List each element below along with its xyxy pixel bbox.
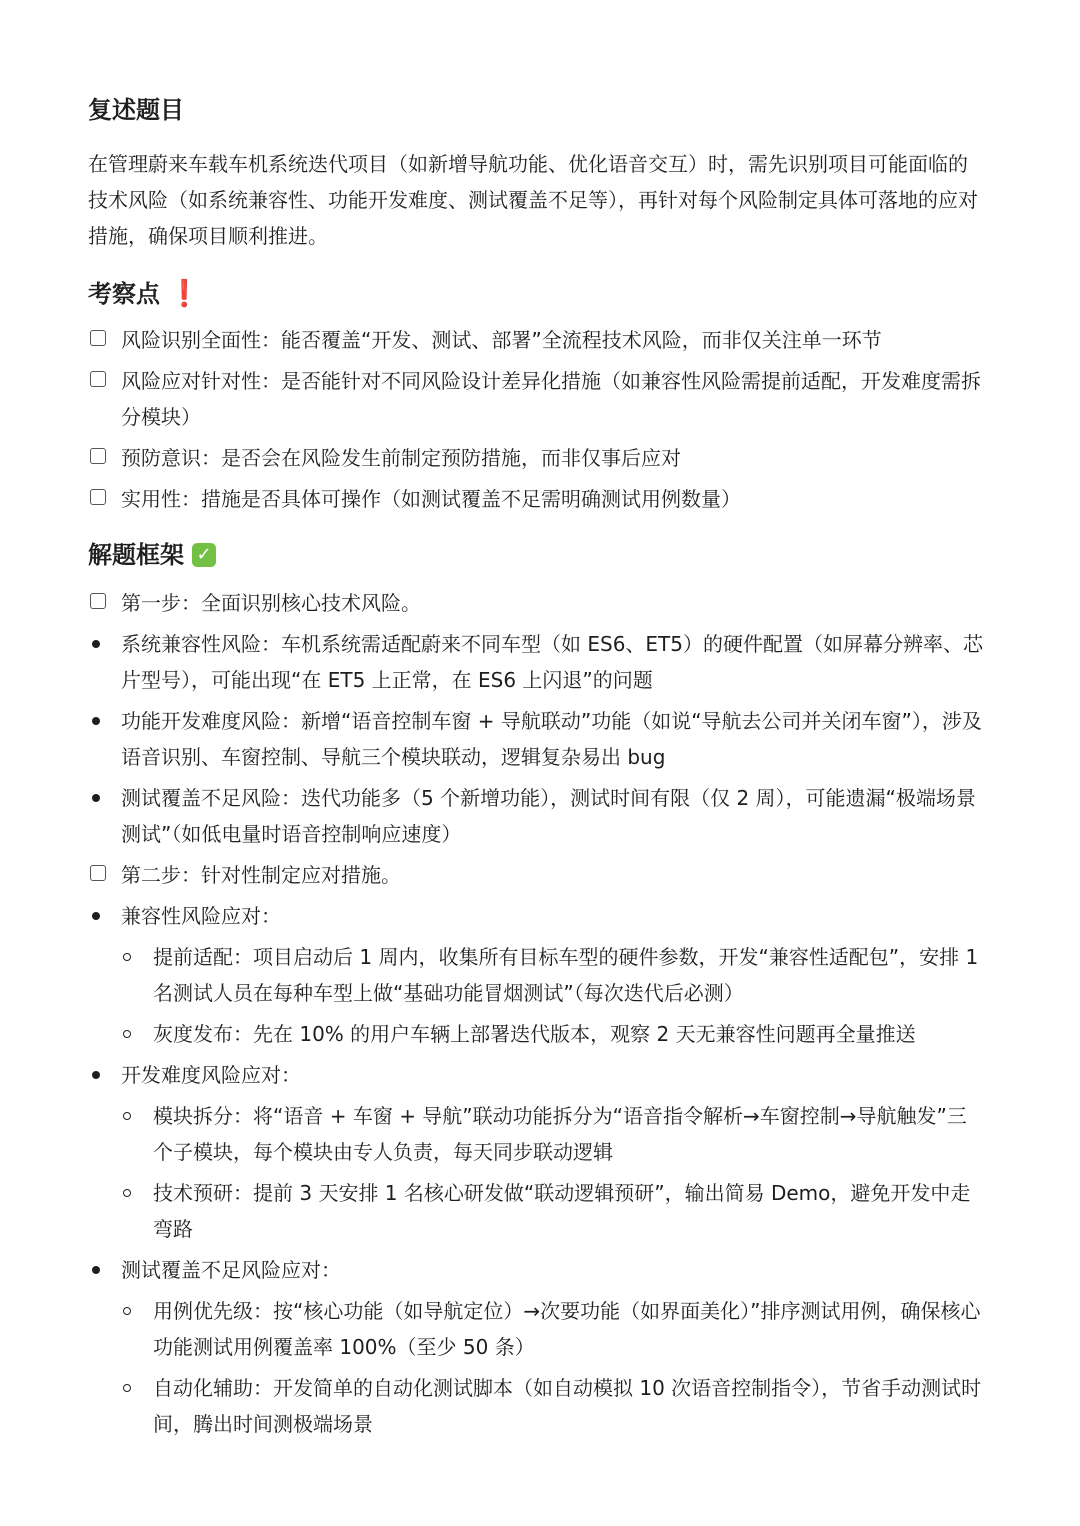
bullet-dot-icon <box>92 640 100 648</box>
bullet-circle-icon <box>123 1307 131 1315</box>
bullet-item: 测试覆盖不足风险应对： <box>88 1252 984 1288</box>
section-heading-restate: 复述题目 <box>88 96 184 124</box>
sub-bullet-item: 技术预研：提前 3 天安排 1 名核心研发做“联动逻辑预研”，输出简易 Demo，避免开发中走弯路 <box>88 1175 984 1247</box>
section-heading-assessment: 考察点 ❗ <box>88 279 201 309</box>
bullet-item: 测试覆盖不足风险：迭代功能多（5 个新增功能），测试时间有限（仅 2 周），可能遗漏“极端场景测试”（如低电量时语音控制响应速度） <box>88 780 984 852</box>
checklist-item-step2[interactable]: 第二步：针对性制定应对措施。 <box>88 857 984 893</box>
bullet-item: 功能开发难度风险：新增“语音控制车窗 + 导航联动”功能（如说“导航去公司并关闭车窗”），涉及语音识别、车窗控制、导航三个模块联动，逻辑复杂易出 bug <box>88 703 984 775</box>
bullet-item: 系统兼容性风险：车机系统需适配蔚来不同车型（如 ES6、ET5）的硬件配置（如屏幕分辨率、芯片型号），可能出现“在 ET5 上正常，在 ES6 上闪退”的问题 <box>88 626 984 698</box>
checklist-item[interactable]: 风险识别全面性：能否覆盖“开发、测试、部署”全流程技术风险，而非仅关注单一环节 <box>88 322 984 358</box>
problem-paragraph: 在管理蔚来车载车机系统迭代项目（如新增导航功能、优化语音交互）时，需先识别项目可能面临的技术风险（如系统兼容性、功能开发难度、测试覆盖不足等），再针对每个风险制定具体可落地的应对措施，确保项目顺利推进。 <box>88 152 978 248</box>
checkbox[interactable] <box>90 330 106 346</box>
sub-bullet-item: 灰度发布：先在 10% 的用户车辆上部署迭代版本，观察 2 天无兼容性问题再全量推送 <box>88 1016 984 1052</box>
bullet-dot-icon <box>92 1266 100 1274</box>
checklist-item[interactable]: 预防意识：是否会在风险发生前制定预防措施，而非仅事后应对 <box>88 440 984 476</box>
bullet-circle-icon <box>123 953 131 961</box>
checkbox[interactable] <box>90 448 106 464</box>
bullet-dot-icon <box>92 717 100 725</box>
bullet-item: 兼容性风险应对： <box>88 898 984 934</box>
bullet-dot-icon <box>92 912 100 920</box>
checkmark-icon: ✓ <box>192 543 216 567</box>
checkbox[interactable] <box>90 371 106 387</box>
sub-bullet-item: 用例优先级：按“核心功能（如导航定位）→次要功能（如界面美化）”排序测试用例，确保核心功能测试用例覆盖率 100%（至少 50 条） <box>88 1293 984 1365</box>
checklist-item[interactable]: 实用性：措施是否具体可操作（如测试覆盖不足需明确测试用例数量） <box>88 481 984 517</box>
exclamation-icon: ❗ <box>168 279 201 309</box>
bullet-circle-icon <box>123 1030 131 1038</box>
sub-bullet-item: 模块拆分：将“语音 + 车窗 + 导航”联动功能拆分为“语音指令解析→车窗控制→导航触发”三个子模块，每个模块由专人负责，每天同步联动逻辑 <box>88 1098 984 1170</box>
bullet-circle-icon <box>123 1112 131 1120</box>
checkbox[interactable] <box>90 489 106 505</box>
bullet-dot-icon <box>92 794 100 802</box>
sub-bullet-item: 提前适配：项目启动后 1 周内，收集所有目标车型的硬件参数，开发“兼容性适配包”，安排 1 名测试人员在每种车型上做“基础功能冒烟测试”（每次迭代后必测） <box>88 939 984 1011</box>
section-heading-framework: 解题框架 ✓ <box>88 537 984 573</box>
checkbox[interactable] <box>90 593 106 609</box>
checklist-item-step1[interactable]: 第一步：全面识别核心技术风险。 <box>88 585 984 621</box>
bullet-circle-icon <box>123 1189 131 1197</box>
bullet-item: 开发难度风险应对： <box>88 1057 984 1093</box>
checklist-item[interactable]: 风险应对针对性：是否能针对不同风险设计差异化措施（如兼容性风险需提前适配，开发难度需拆分模块） <box>88 363 984 435</box>
checkbox[interactable] <box>90 865 106 881</box>
bullet-circle-icon <box>123 1384 131 1392</box>
sub-bullet-item: 自动化辅助：开发简单的自动化测试脚本（如自动模拟 10 次语音控制指令），节省手动测试时间，腾出时间测极端场景 <box>88 1370 984 1442</box>
bullet-dot-icon <box>92 1071 100 1079</box>
